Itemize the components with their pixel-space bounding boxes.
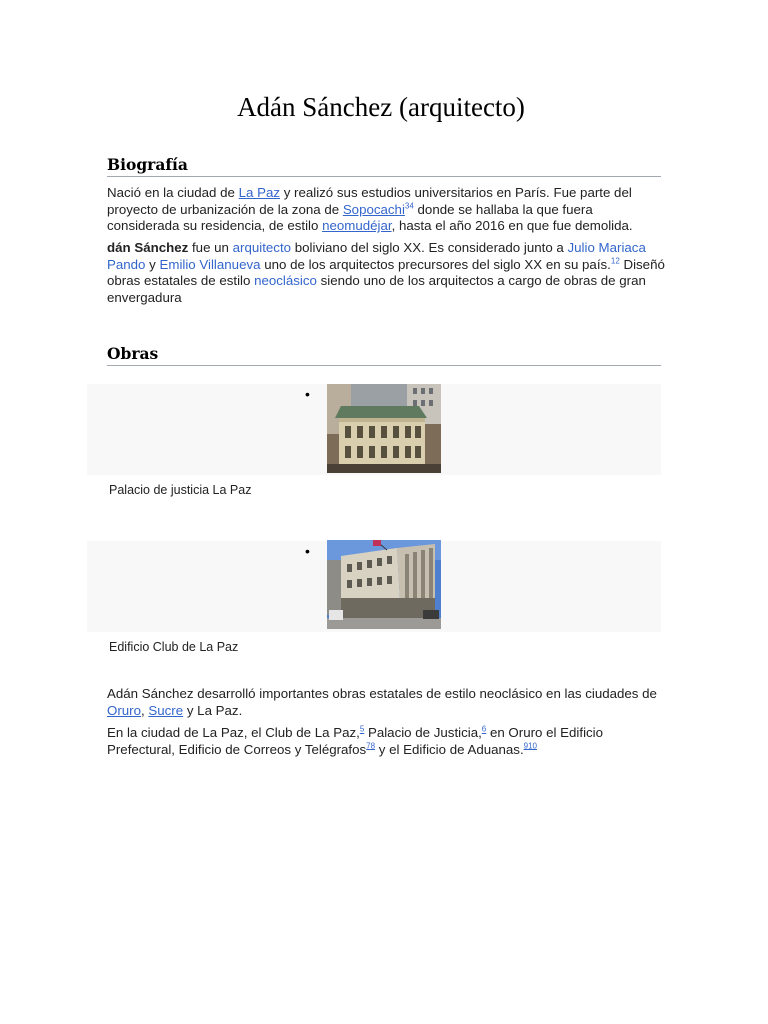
text: boliviano del siglo XX. Es considerado junto a [291, 240, 568, 255]
reference-link[interactable]: 12 [610, 256, 620, 266]
list-bullet: • [305, 543, 310, 559]
paragraph-obras-1 [107, 686, 667, 719]
text: Palacio de Justicia, [364, 725, 482, 740]
reference-link[interactable]: 6 [481, 724, 487, 734]
link-julio-mariaca-pando[interactable]: Julio Mariaca Pando [107, 240, 646, 272]
link-arquitecto[interactable]: arquitecto [232, 240, 292, 255]
list-bullet: • [305, 386, 310, 402]
text: Nació en la ciudad de [107, 185, 239, 200]
paragraph-obras-2 [107, 725, 667, 758]
reference-link[interactable]: 910 [523, 741, 538, 751]
text: donde se hallaba la que fuera considerada su residencia, de estilo [107, 201, 593, 233]
reference-34[interactable] [405, 201, 414, 210]
palacio-justicia-image[interactable] [327, 384, 441, 473]
link-neoclasico[interactable]: neoclásico [254, 273, 317, 288]
paragraph-biografia-2 [107, 240, 667, 306]
text: siendo uno de los arquitectos a cargo de obras de gran envergadura [107, 273, 646, 305]
text: , hasta el año 2016 en que fue demolida. [391, 218, 633, 233]
text: y realizó sus estudios universitarios en París. Fue parte del proyecto de urbanización de la zona de [107, 185, 632, 217]
link-la-paz[interactable]: La Paz [238, 185, 280, 200]
club-la-paz-image[interactable] [327, 540, 441, 629]
text: fue un [188, 240, 233, 255]
section-heading-biografia: Biografía [107, 155, 661, 177]
text: Diseñó obras estatales de estilo [107, 256, 665, 288]
link-sopocachi[interactable]: Sopocachi [342, 201, 405, 217]
text: y La Paz. [183, 702, 243, 718]
page-title: Adán Sánchez (arquitecto) [237, 92, 525, 122]
reference-78[interactable] [366, 741, 375, 750]
text: y el Edificio de Aduanas. [375, 741, 524, 757]
link-sucre[interactable]: Sucre [148, 702, 184, 718]
text: Adán Sánchez desarrolló importantes obras estatales de estilo neoclásico en las ciudades de [107, 686, 657, 701]
text: en Oruro el Edificio Prefectural, Edificio de Correos y Telégrafos [107, 725, 604, 757]
bold-name: dán Sánchez [107, 240, 189, 255]
text: y [145, 256, 160, 272]
reference-link[interactable]: 5 [359, 724, 365, 734]
gallery-caption-palacio: Palacio de justicia La Paz [109, 483, 252, 497]
section-heading-obras: Obras [107, 344, 661, 366]
reference-link[interactable]: 34 [404, 201, 414, 211]
paragraph-biografia-1 [107, 185, 667, 235]
reference-910[interactable] [524, 741, 537, 750]
gallery-caption-club: Edificio Club de La Paz [109, 640, 239, 654]
link-emilio-villanueva[interactable]: Emilio Villanueva [159, 256, 261, 272]
link-oruro[interactable]: Oruro [107, 702, 141, 718]
reference-12[interactable] [611, 256, 620, 265]
text: , [141, 702, 149, 718]
palacio-justicia-photo [327, 384, 441, 473]
link-neomudejar[interactable]: neomudéjar [322, 218, 392, 233]
text: En la ciudad de La Paz, el Club de La Paz, [107, 725, 360, 740]
reference-link[interactable]: 78 [366, 741, 376, 751]
text: uno de los arquitectos precursores del siglo XX en su país. [260, 256, 611, 272]
club-la-paz-photo [327, 540, 441, 629]
